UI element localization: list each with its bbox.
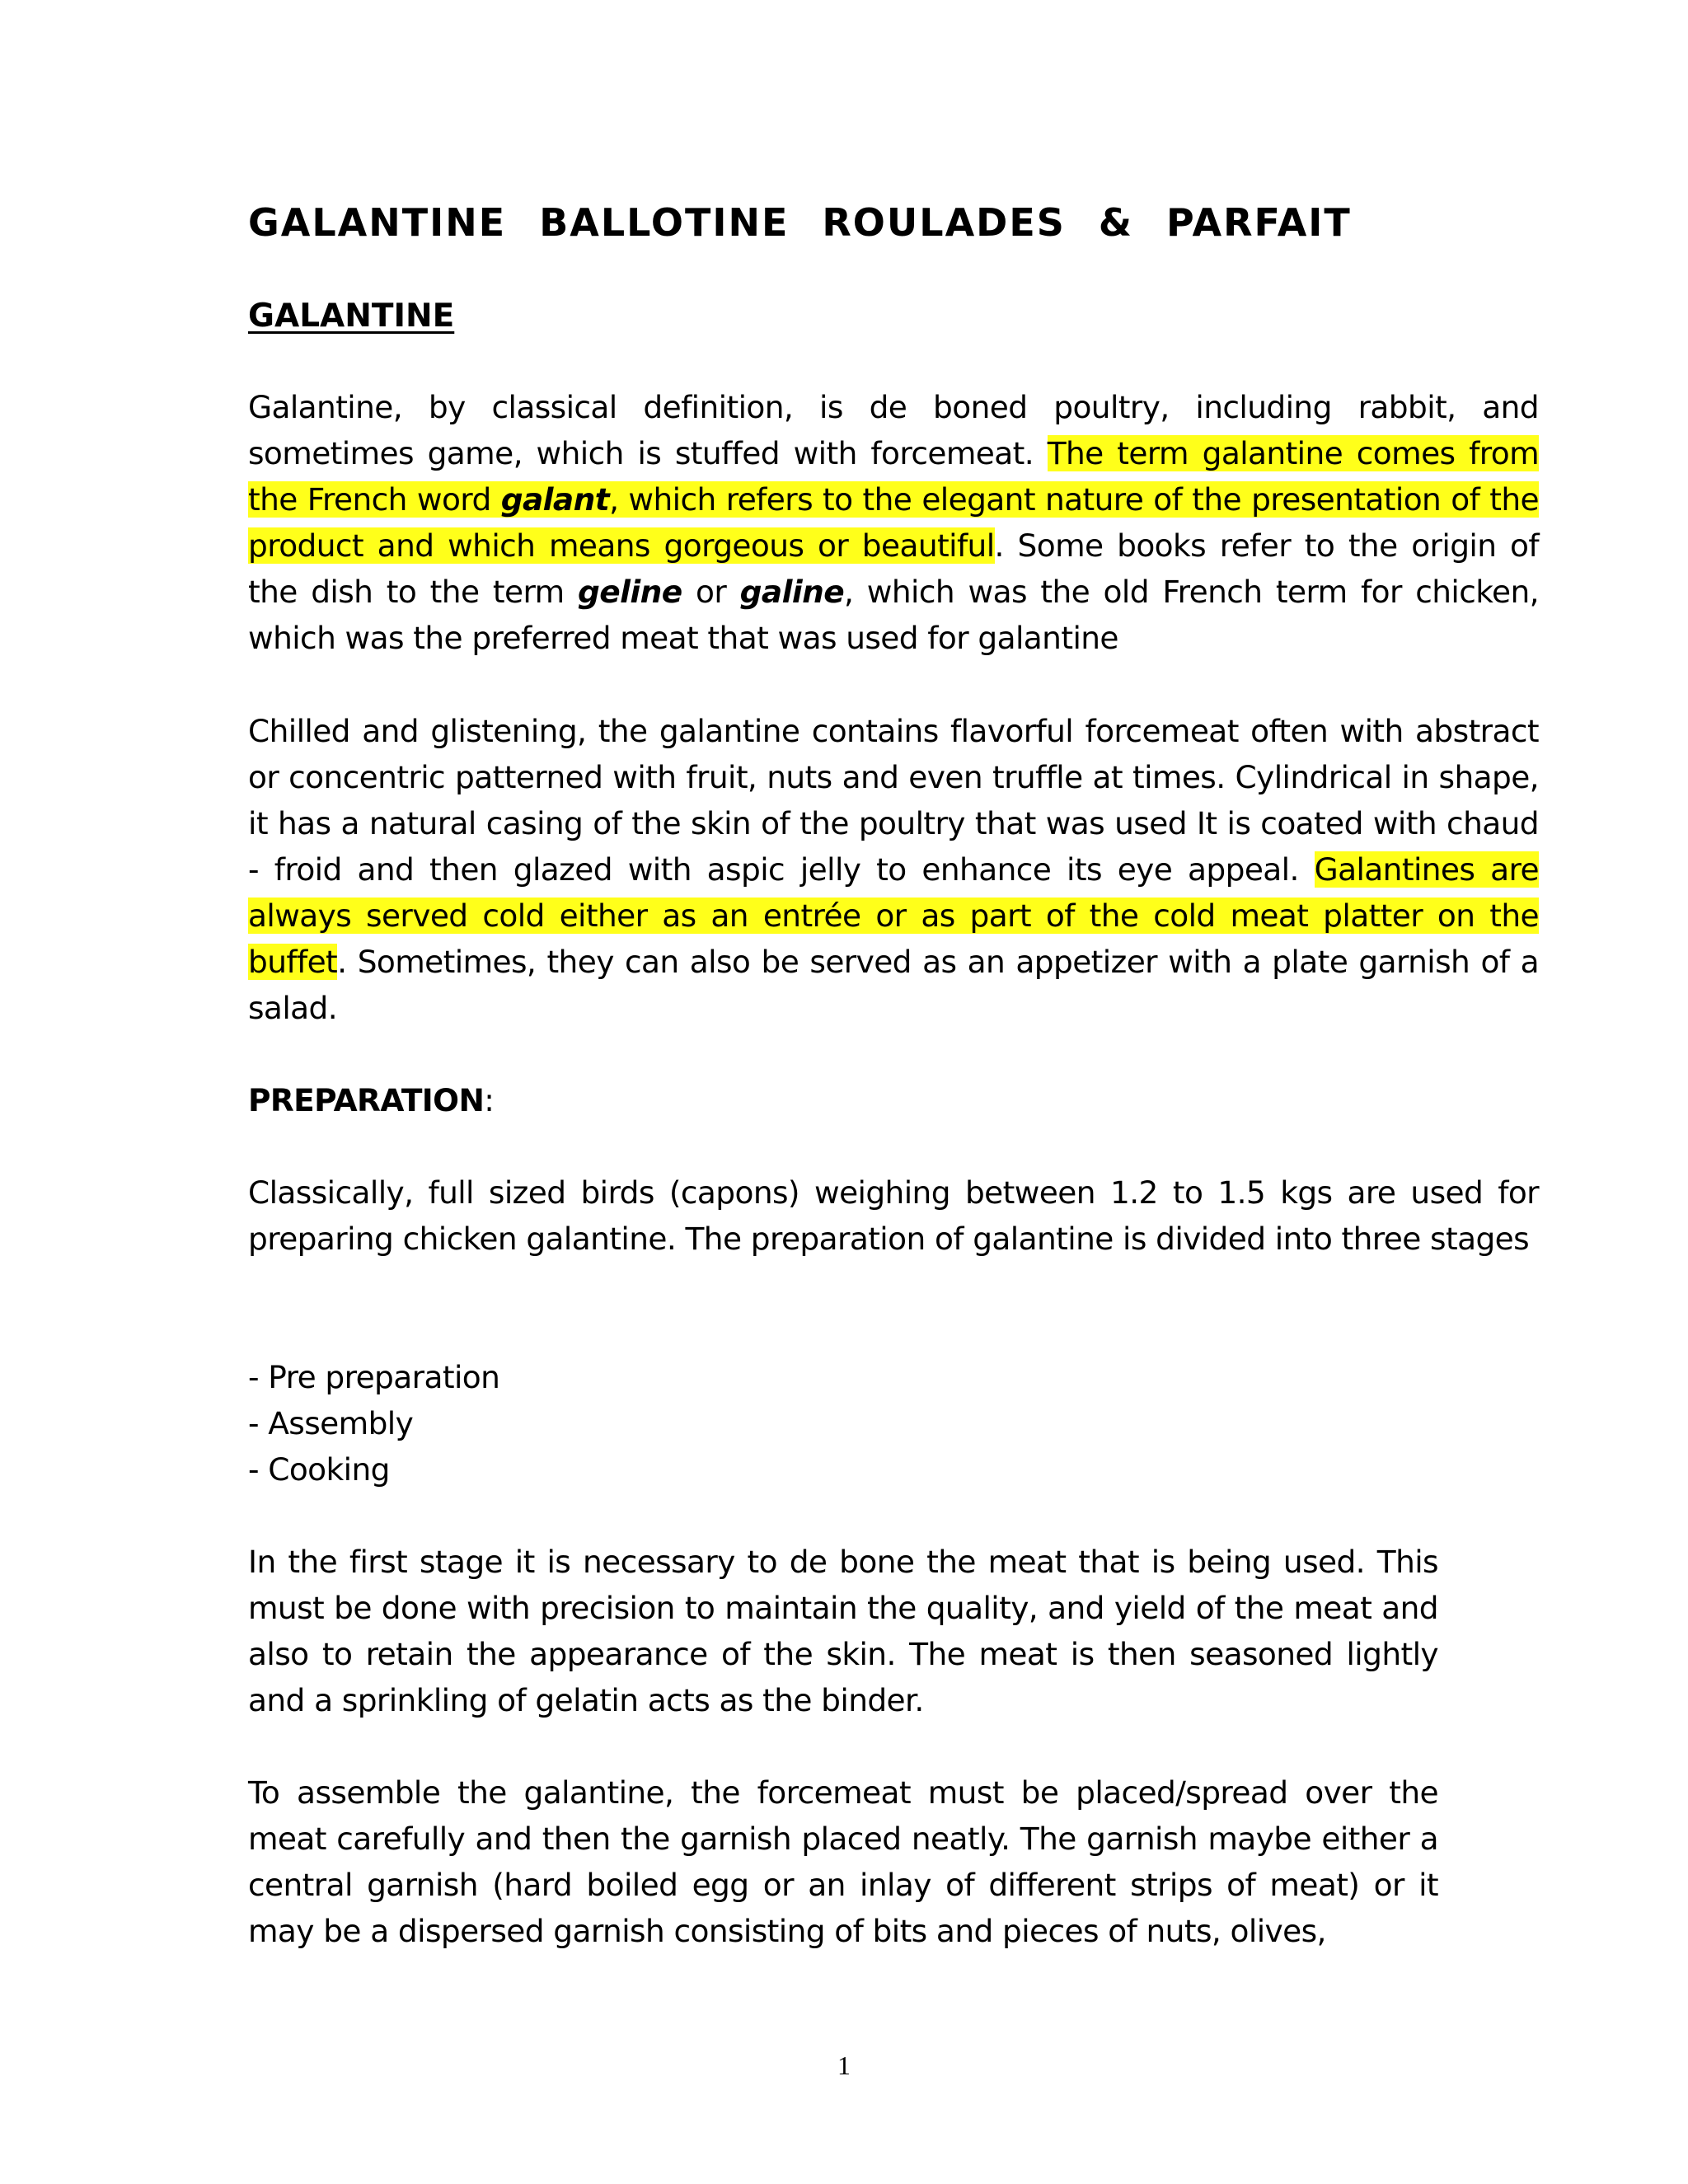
- page-title: GALANTINE BALLOTINE ROULADES & PARFAIT: [248, 200, 1352, 245]
- paragraph-description: [248, 708, 1539, 1031]
- preparation-heading: [248, 1077, 1539, 1123]
- term-galant: galant: [500, 481, 610, 518]
- paragraph-text: , which was the old French term for chicken, which was the preferred meat that was used for galantine: [248, 574, 1539, 656]
- term-geline: geline: [578, 574, 682, 610]
- paragraph-first-stage: In the first stage it is necessary to de bone the meat that is being used. This must be done with precision to maintain the quality, and yield of the meat and also to retain the appearance of the skin. The meat is then seasoned lightly and a sprinkling of gelatin acts as the binder.: [248, 1544, 1438, 1718]
- paragraph-preparation: Classically, full sized birds (capons) weighing between 1.2 to 1.5 kgs are used for preparing chicken galantine. The preparation of galantine is divided into three stages: [248, 1174, 1539, 1257]
- highlighted-text: Galantines are always served cold either as an entrée or as part of the cold meat platter on the buffet: [248, 851, 1539, 980]
- preparation-heading-colon: :: [484, 1082, 495, 1118]
- list-item: - Cooking: [248, 1451, 390, 1488]
- highlighted-text-part: , which refers to the elegant nature of the presentation of the product and which means gorgeous or beautiful: [248, 481, 1540, 564]
- preparation-heading-text: PREPARATION: [248, 1082, 485, 1118]
- paragraph-text: or: [696, 574, 727, 610]
- paragraph-text: . Sometimes, they can also be served as an appetizer with a plate garnish of a salad.: [248, 944, 1539, 1026]
- page-number: 1: [837, 2050, 851, 2080]
- list-item: - Assembly: [248, 1405, 414, 1441]
- document-page: [248, 198, 1540, 1949]
- term-galine: galine: [739, 574, 845, 610]
- paragraph-assembly: To assemble the galantine, the forcemeat must be placed/spread over the meat carefully and then the garnish placed neatly. The garnish maybe either a central garnish (hard boiled egg or an inlay of different strips of meat) or it may be a dispersed garnish consisting of bits and pieces of nuts, olives,: [248, 1774, 1438, 1949]
- highlighted-text-part: The term galantine comes from the French word: [248, 435, 1539, 518]
- paragraph-definition: [248, 384, 1539, 661]
- section-heading-galantine: GALANTINE: [248, 298, 455, 335]
- paragraph-text: Chilled and glistening, the galantine contains flavorful forcemeat often with abstract or concentric patterned with fruit, nuts and even truffle at times. Cylindrical in shape, it has a natural casing of the skin of the poultry that was used It is coated with chaud - froid and then glazed with aspic jelly to enhance its eye appeal.: [248, 713, 1539, 888]
- paragraph-text: . Some books refer to the origin of the dish to the term: [248, 527, 1539, 610]
- paragraph-text: Galantine, by classical definition, is de boned poultry, including rabbit, and sometimes game, which is stuffed with forcemeat.: [248, 389, 1539, 471]
- list-item: - Pre preparation: [248, 1359, 500, 1395]
